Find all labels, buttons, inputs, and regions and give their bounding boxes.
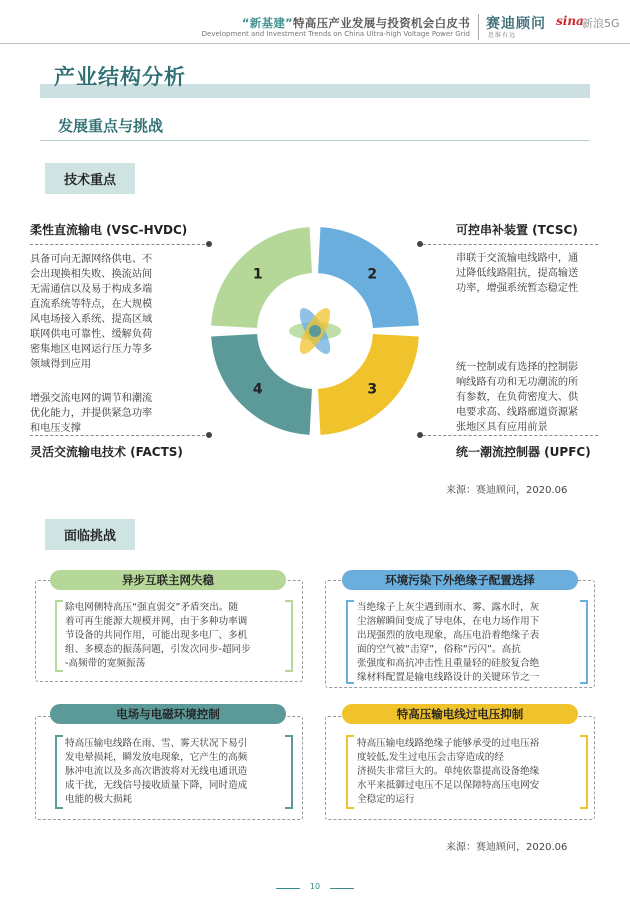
- upfc-connector: [418, 435, 598, 436]
- ring-segment-label-4: 4: [252, 381, 263, 398]
- header-rule: [0, 43, 630, 44]
- challenge-card-3-text: 特高压输电线路在雨、雪、雾天状况下易引 发电晕损耗，瞬发放电现象，它产生的高频 脉冲电流以及多高次谐波将对无线电通讯造 成干扰，无线信号接收质量下降，同时造成 电能的极大损耗: [65, 738, 248, 805]
- challenge-card-2-text: 当绝缘子上灰尘遇到雨水、雾、露水时，灰 尘溶解瞬间变成了导电体，在电力场作用下 出现强烈的放电现象，高压电沿着绝缘子表 面的空气被“击穿”，俗称“污闪”。高抗 张强度和高抗冲击性且重量轻的硅胶复合绝 缘材料配置是输电线路设计的关键环节之一: [357, 602, 540, 683]
- ring-segment-label-3: 3: [367, 381, 378, 398]
- upfc-text: 统一控制或有选择的控制影 响线路有功和无功潮流的所 有参数，在负荷密度大、供 电要求高、线路廊道资源紧 张地区具有应用前景: [456, 362, 579, 433]
- ring-segment-label-2: 2: [367, 266, 378, 283]
- header-subtitle: Development and Investment Trends on China Ultra-high Voltage Power Grid: [201, 30, 470, 38]
- section-rule: [40, 140, 590, 141]
- challenge-card-3-bracket-left: [55, 735, 63, 809]
- sina-logo: sina: [556, 14, 584, 28]
- vsc-text: 具备可向无源网络供电、不 会出现换相失败、换流站间 无需通信以及易于构成多端 直流系统等特点，在大规模 风电场接入系统、提高区域 联网供电可靠性、缓解负荷 密集地区电网运行压力等多 领域得到应用: [30, 254, 153, 370]
- upfc-connector-dot: [417, 432, 423, 438]
- header-title-main: 特高压产业发展与投资机会白皮书: [293, 16, 470, 30]
- challenge-card-1-text: 除电网侧特高压“强直弱交”矛盾突出。随 着可再生能源大规模并网，由于多种功率调 节设备的共同作用，可能出现多电厂、多机 组、多模态的振荡问题，引发次同步-超同步 -高频带的宽频振荡: [65, 602, 251, 669]
- facts-text: 增强交流电网的调节和潮流 优化能力，并提供紧急功率 和电压支撑: [30, 393, 153, 434]
- ccid-logo-sub: 思维有远: [488, 32, 517, 39]
- vsc-connector: [30, 244, 210, 245]
- atom-icon: [289, 304, 341, 358]
- page-title: 产业结构分析: [54, 65, 186, 89]
- header-title: [150, 15, 470, 31]
- footer-rule-right: [330, 888, 354, 889]
- ccid-logo: 赛迪顾问: [486, 16, 546, 32]
- tcsc-text: 串联于交流输电线路中，通 过降低线路阻抗，提高输送 功率，增强系统暂态稳定性: [456, 253, 579, 294]
- header-title-prefix: “新基建”: [241, 16, 293, 30]
- vsc-label: 柔性直流输电 (VSC-HVDC): [30, 223, 188, 237]
- challenge-card-1-title: 异步互联主网失稳: [50, 570, 286, 590]
- challenge-card-4-title: 特高压输电线过电压抑制: [342, 704, 578, 724]
- section-title: 发展重点与挑战: [58, 117, 164, 135]
- challenge-card-4-text: 特高压输电线路绝缘子能够承受的过电压裕 度较低,发生过电压会击穿造成的经 济损失非常巨大的。单纯依靠提高设备绝缘 水平来抵御过电压不足以保障特高压电网安 全稳定的运行: [357, 738, 540, 805]
- tech-ring-diagram: [205, 221, 425, 441]
- page-number: 10: [309, 882, 321, 891]
- footer-rule-left: [276, 888, 300, 889]
- tcsc-connector: [418, 244, 598, 245]
- facts-label: 灵活交流输电技术 (FACTS): [30, 445, 183, 459]
- challenge-card-3-title: 电场与电磁环境控制: [50, 704, 286, 724]
- header-separator: [478, 14, 479, 40]
- challenges-source: 来源：赛迪顾问，2020.06: [446, 842, 568, 853]
- challenge-card-1-bracket-left: [55, 600, 63, 672]
- ring-segment-label-1: 1: [252, 266, 263, 283]
- challenge-card-4-bracket-left: [346, 735, 354, 809]
- tcsc-connector-dot: [417, 241, 423, 247]
- challenges-tag: 面临挑战: [45, 519, 135, 550]
- sina-5g-label: 新浪5G: [582, 17, 620, 30]
- challenge-card-2-bracket-left: [346, 600, 354, 684]
- tcsc-label: 可控串补装置 (TCSC): [456, 223, 578, 237]
- vsc-connector-dot: [206, 241, 212, 247]
- challenge-card-2-title: 环境污染下外绝缘子配置选择: [342, 570, 578, 590]
- upfc-label: 统一潮流控制器 (UPFC): [456, 445, 591, 459]
- tech-focus-tag: 技术重点: [45, 163, 135, 194]
- tech-source: 来源：赛迪顾问，2020.06: [446, 485, 568, 496]
